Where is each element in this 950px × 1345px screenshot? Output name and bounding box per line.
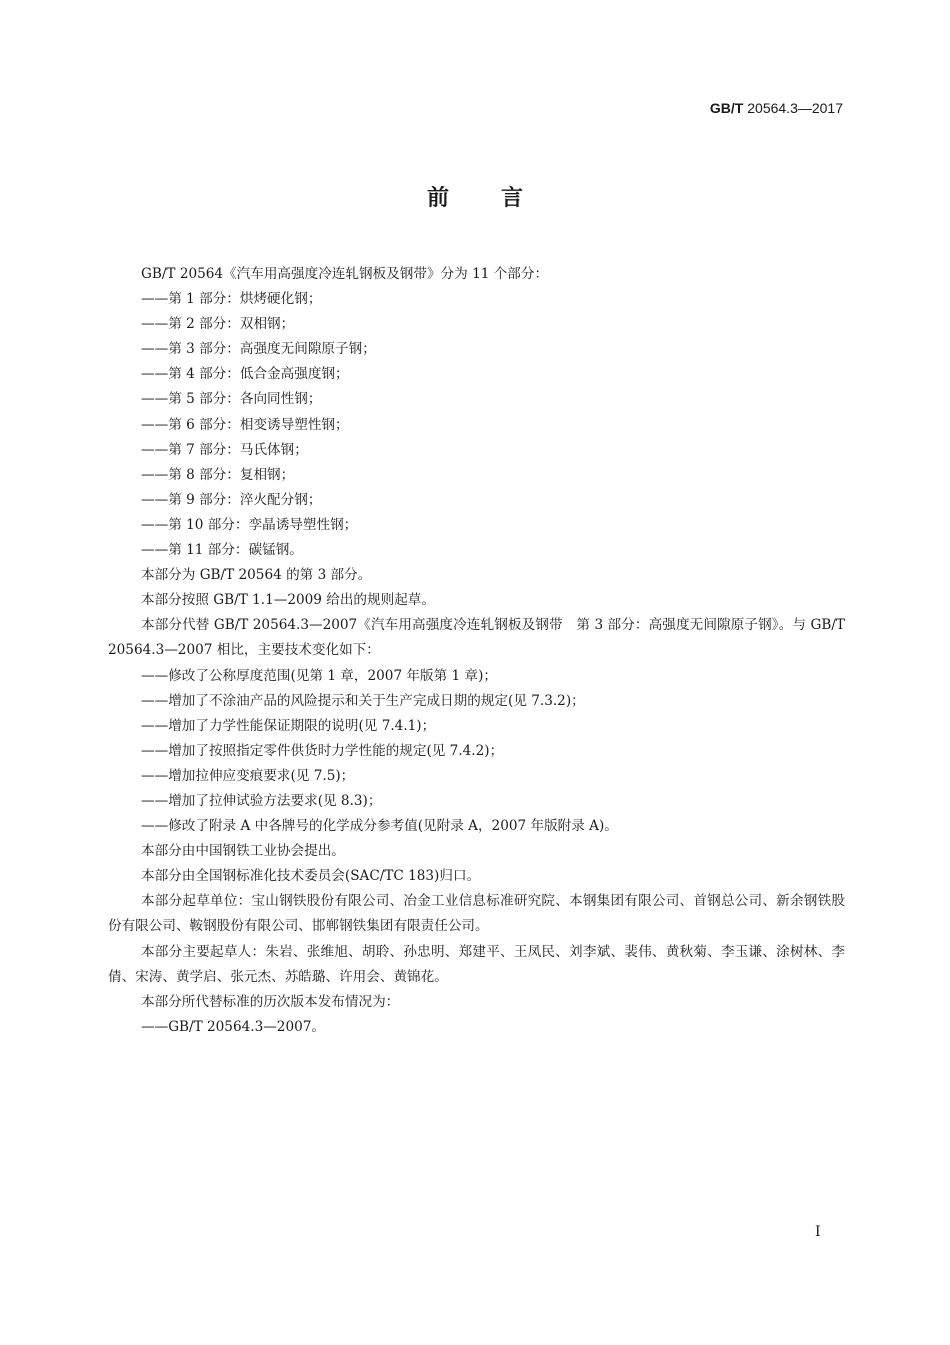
part-list-item: ——第 1 部分：烘烤硬化钢；	[141, 291, 322, 308]
history-intro: 本部分所代替标准的历次版本发布情况为：	[141, 993, 400, 1010]
drafting-units-paragraph: 本部分起草单位：宝山钢铁股份有限公司、冶金工业信息标准研究院、本钢集团有限公司、首钢总公司、新余钢铁股份有限公司、鞍钢股份有限公司、邯郸钢铁集团有限责任公司。	[108, 893, 845, 935]
drafters-paragraph: 本部分主要起草人：朱岩、张维旭、胡聆、孙忠明、郑建平、王凤民、刘李斌、裴伟、黄秋菊、李玉谦、涂树林、李倩、宋涛、黄学启、张元杰、苏皓璐、许用会、黄锦花。	[108, 943, 845, 985]
part-list-item: ——第 11 部分：碳锰钢。	[141, 542, 303, 559]
replaces-paragraph: 本部分代替 GB/T 20564.3—2007《汽车用高强度冷连轧钢板及钢带 第 3 部分：高强度无间隙原子钢》。与 GB/T 20564.3—2007 相比，主要技术变化如下：	[108, 617, 845, 659]
centralized-by-statement: 本部分由全国钢标准化技术委员会(SAC/TC 183)归口。	[141, 868, 481, 885]
standard-code-number: 20564.3—2017	[743, 100, 843, 116]
standard-code-header	[710, 100, 843, 116]
page-number: I	[815, 1224, 821, 1240]
part-list-item: ——第 9 部分：淬火配分钢；	[141, 491, 322, 508]
history-list-item: ——GB/T 20564.3—2007。	[141, 1018, 326, 1035]
change-list-item: ——增加了力学性能保证期限的说明(见 7.4.1)；	[141, 717, 436, 734]
part-list-item: ——第 8 部分：复相钢；	[141, 466, 295, 483]
part-list-item: ——第 6 部分：相变诱导塑性钢；	[141, 416, 349, 433]
change-list-item: ——增加了不涂油产品的风险提示和关于生产完成日期的规定(见 7.3.2)；	[141, 692, 585, 709]
part-statement: 本部分为 GB/T 20564 的第 3 部分。	[141, 567, 372, 584]
drafting-rule-statement: 本部分按照 GB/T 1.1—2009 给出的规则起草。	[141, 592, 435, 609]
change-list-item: ——增加拉伸应变痕要求(见 7.5)；	[141, 767, 355, 784]
foreword-body	[108, 262, 845, 1040]
part-list-item: ——第 5 部分：各向同性钢；	[141, 391, 322, 408]
intro-paragraph: GB/T 20564《汽车用高强度冷连轧钢板及钢带》分为 11 个部分：	[141, 266, 549, 282]
page-title: 前言	[426, 186, 575, 211]
change-list-item: ——增加了拉伸试验方法要求(见 8.3)；	[141, 792, 382, 809]
part-list-item: ——第 10 部分：孪晶诱导塑性钢；	[141, 516, 358, 533]
part-list-item: ——第 2 部分：双相钢；	[141, 316, 295, 333]
change-list-item: ——修改了公称厚度范围(见第 1 章，2007 年版第 1 章)；	[141, 667, 497, 684]
proposed-by-statement: 本部分由中国钢铁工业协会提出。	[141, 843, 345, 860]
change-list-item: ——增加了按照指定零件供货时力学性能的规定(见 7.4.2)；	[141, 742, 504, 759]
change-list-item: ——修改了附录 A 中各牌号的化学成分参考值(见附录 A，2007 年版附录 A)。	[141, 818, 618, 835]
part-list-item: ——第 4 部分：低合金高强度钢；	[141, 366, 349, 383]
standard-code-prefix: GB/T	[709, 100, 744, 116]
part-list-item: ——第 7 部分：马氏体钢；	[141, 441, 308, 458]
part-list-item: ——第 3 部分：高强度无间隙原子钢；	[141, 341, 376, 358]
